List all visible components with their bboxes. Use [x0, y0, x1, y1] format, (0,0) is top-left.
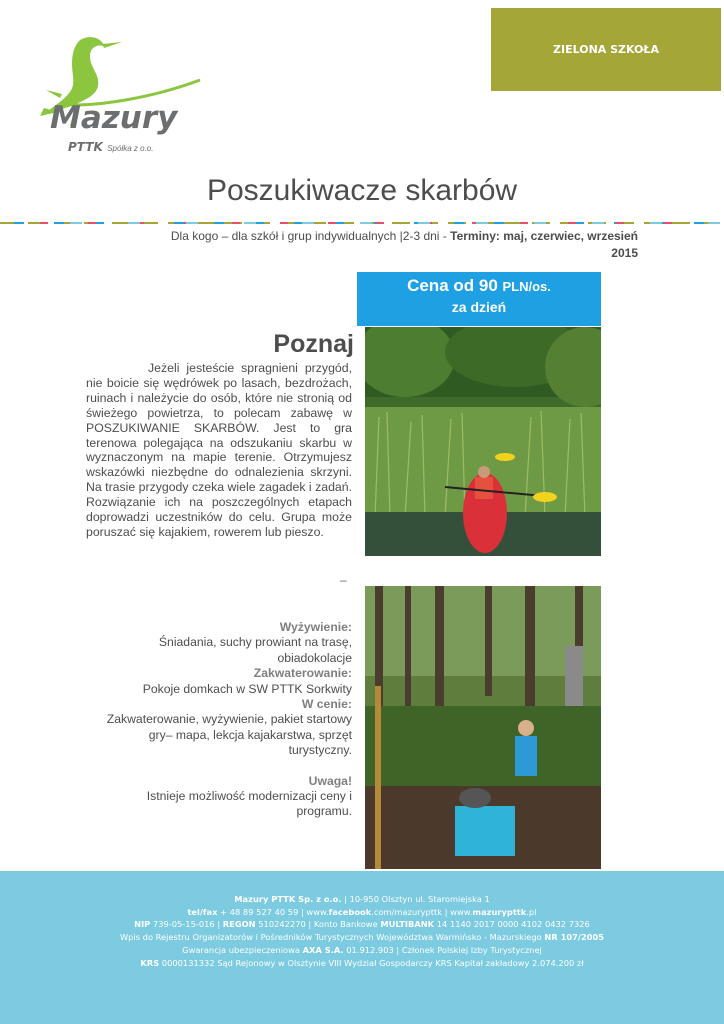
food-text: Śniadania, suchy prowiant na trasę, obiadokolacje — [158, 635, 352, 665]
footer-line-4 — [0, 931, 724, 944]
footer-bank-label: MULTIBANK — [380, 919, 435, 930]
terms-year: 2015 — [611, 246, 638, 260]
footer-krs-label: KRS — [140, 957, 160, 968]
price-main: Cena od 90 — [407, 276, 503, 295]
dash-mark: – — [340, 573, 347, 587]
footer-registry-no: NR 107/2005 — [544, 932, 605, 943]
footer-insurer: AXA S.A. — [302, 944, 344, 955]
footer-line-6 — [0, 957, 724, 970]
note-text: Istnieje możliwość modernizacji ceny i programu. — [146, 789, 352, 819]
logo-text-mazury: Mazury — [50, 100, 178, 136]
lodging-label: Zakwaterowanie: — [253, 666, 352, 681]
page-title: Poszukiwacze skarbów — [206, 174, 518, 207]
footer-facebook-rest: .com/mazurypttk | www. — [371, 906, 473, 917]
audience-terms-line — [90, 228, 638, 262]
footer-krs: 0000131332 Sąd Rejonowy w Olsztynie VIII Wydział Gospodarczy KRS Kapitał zakładowy 2.074.200 zł — [159, 957, 584, 968]
footer-website-link[interactable]: mazurypttk — [472, 906, 527, 917]
footer-nip-label: NIP — [134, 919, 151, 930]
section-body — [86, 361, 352, 540]
logo-subtitle — [68, 138, 153, 156]
price-box — [357, 272, 601, 326]
footer-address: | 10-950 Olsztyn ul. Staromiejska 1 — [341, 894, 490, 904]
food-label: Wyżywienie: — [279, 620, 352, 634]
footer-line-5 — [0, 944, 724, 957]
included-text: Zakwaterowanie, wyżywienie, pakiet startowy gry– mapa, lekcja kajakarstwa, sprzęt turystyczny. — [106, 712, 352, 758]
decorative-divider — [0, 221, 724, 225]
footer-registry: Wpis do Rejestru Organizatorów i Pośredników Turystycznych Województwa Warmińsko - Mazurskiego — [119, 932, 545, 943]
footer-insurance-rest: 01.912.903 | Członek Polskiej Izby Turystycznej — [343, 944, 542, 955]
footer-line-1 — [0, 893, 724, 906]
info-block — [100, 620, 352, 820]
footer-facebook-link[interactable]: facebook — [328, 906, 372, 917]
footer — [0, 871, 724, 1024]
included-label: W cenie: — [301, 697, 352, 712]
note-label: Uwaga! — [308, 773, 352, 788]
footer-bank: 14 1140 2017 0000 4102 0432 7326 — [434, 919, 590, 930]
footer-regon: 510242270 | Konto Bankowe — [255, 919, 381, 930]
footer-nip: 739-05-15-016 | — [150, 919, 223, 930]
footer-company: Mazury PTTK Sp. z o.o. — [234, 894, 342, 904]
footer-insurance: Gwarancja ubezpieczeniowa — [182, 944, 303, 955]
section-heading: Poznaj — [273, 330, 354, 358]
footer-phone-label: tel/fax — [187, 906, 218, 917]
mazury-pttk-logo — [32, 34, 212, 164]
terms-text: Terminy: maj, czerwiec, wrzesień — [450, 229, 638, 243]
description-paragraph: Jeżeli jesteście spragnieni przygód, nie boicie się wędrówek po lasach, bezdrożach, ruinach i należycie do osób, które nie stronią od świeżego powietrza, to polecam zabawę w POSZUKIWANIE SKARBÓW. Jest to gra terenowa polegająca na odszukaniu skarbu w wyznaczonym na mapie terenie. Otrzymujesz wskazówki niezbędne do odnalezienia skrzyni. Na trasie przygody czeka wiele zagadek i zadań. Rozwiązanie ich na poszczególnych etapach doprowadzi uczestników do celu. Grupa może poruszać się kajakiem, rowerem lub pieszo. — [86, 361, 352, 539]
logo-text-company: Spółka z o.o. — [107, 144, 154, 153]
footer-regon-label: REGON — [222, 919, 256, 930]
lodging-text: Pokoje domkach w SW PTTK Sorkwity — [142, 681, 352, 696]
kayak-photo — [365, 327, 601, 556]
footer-phone: + 48 89 527 40 59 | www. — [217, 906, 329, 917]
price-per-day: za dzień — [451, 299, 507, 315]
price-unit: PLN/os. — [502, 279, 551, 294]
footer-line-2 — [0, 906, 724, 919]
forest-photo — [365, 586, 601, 869]
footer-line-3 — [0, 918, 724, 931]
category-badge: ZIELONA SZKOŁA — [491, 8, 721, 91]
footer-website-rest: .pl — [526, 906, 537, 917]
audience-text: Dla kogo – dla szkół i grup indywidualnych |2-3 dni - — [170, 229, 451, 243]
logo-text-pttk: PTTK — [68, 140, 103, 154]
